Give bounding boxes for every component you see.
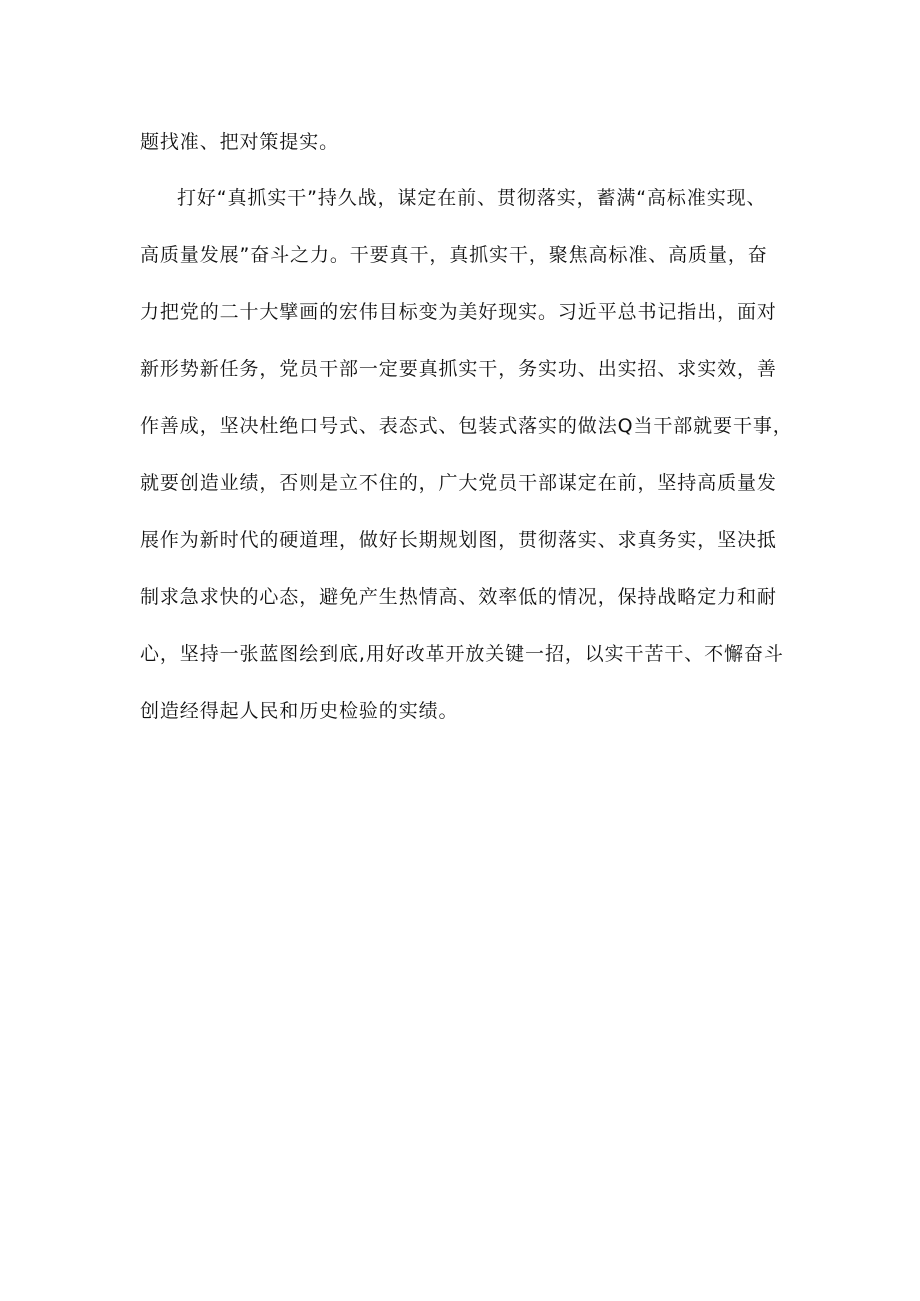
paragraph-2-line-3: 力把党的二十大擘画的宏伟目标变为美好现实。习近平总书记指出，面对 xyxy=(140,301,777,323)
paragraph-2-line-6: 就要创造业绩，否则是立不住的，广大党员干部谋定在前，坚持高质量发 xyxy=(140,472,777,494)
paragraph-1-line-1: 题找准、把对策提实。 xyxy=(140,131,340,153)
paragraph-2-line-10: 创造经得起人民和历史检验的实绩。 xyxy=(140,700,459,722)
paragraph-2-line-1: 打好“真抓实干”持久战，谋定在前、贯彻落实，蓄满“高标准实现、 xyxy=(177,187,767,209)
paragraph-2-line-4: 新形势新任务，党员干部一定要真抓实干，务实功、出实招、求实效，善 xyxy=(140,358,777,380)
paragraph-2-line-2: 高质量发展”奋斗之力。干要真干，真抓实干，聚焦高标准、高质量，奋 xyxy=(140,244,768,266)
paragraph-2-line-9: 心，坚持一张蓝图绘到底,用好改革开放关键一招，以实干苦干、不懈奋斗 xyxy=(140,643,784,665)
paragraph-2-line-5: 作善成，坚决杜绝口号式、表态式、包装式落实的做法Q当干部就要干事， xyxy=(140,415,793,437)
paragraph-2-line-7: 展作为新时代的硬道理，做好长期规划图，贯彻落实、求真务实，坚决抵 xyxy=(140,529,777,551)
paragraph-2-line-8: 制求急求快的心态，避免产生热情高、效率低的情况，保持战略定力和耐 xyxy=(140,586,777,608)
